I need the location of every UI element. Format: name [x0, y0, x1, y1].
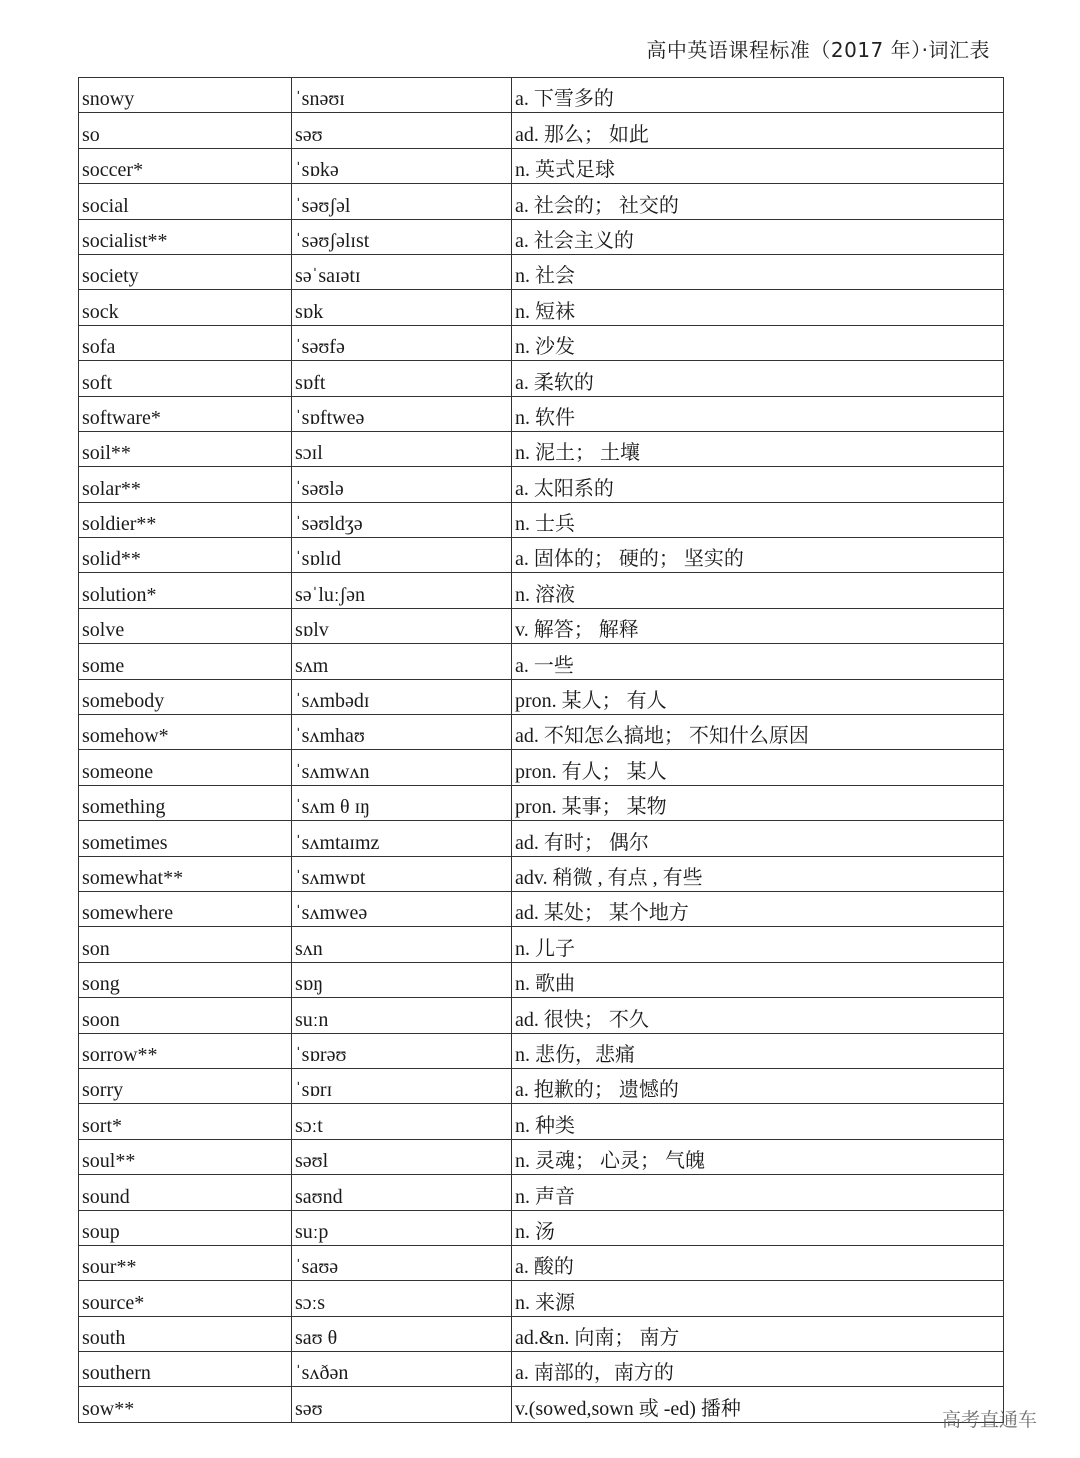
word-cell: somewhere	[79, 891, 292, 926]
word-cell: soil**	[79, 431, 292, 466]
word-cell: source*	[79, 1281, 292, 1316]
definition-cell: ad. 不知怎么搞地； 不知什么原因	[512, 715, 1004, 750]
table-row	[79, 927, 1004, 962]
definition-cell: ad. 某处； 某个地方	[512, 891, 1004, 926]
phonetic-cell: ˈsʌmhaʊ	[292, 715, 512, 750]
word-cell: somehow*	[79, 715, 292, 750]
table-row	[79, 785, 1004, 820]
table-row	[79, 184, 1004, 219]
word-cell: sometimes	[79, 821, 292, 856]
definition-cell: n. 灵魂； 心灵； 气魄	[512, 1139, 1004, 1174]
definition-cell: a. 社会的； 社交的	[512, 184, 1004, 219]
table-row	[79, 1352, 1004, 1387]
table-row	[79, 1068, 1004, 1103]
table-row	[79, 821, 1004, 856]
definition-cell: n. 汤	[512, 1210, 1004, 1245]
definition-cell: n. 儿子	[512, 927, 1004, 962]
table-row	[79, 148, 1004, 183]
vocabulary-table	[78, 77, 1004, 1423]
word-cell: society	[79, 254, 292, 289]
phonetic-cell: ˈsɒkə	[292, 148, 512, 183]
definition-cell: ad. 很快； 不久	[512, 998, 1004, 1033]
table-row	[79, 431, 1004, 466]
word-cell: something	[79, 785, 292, 820]
phonetic-cell: səʊl	[292, 1139, 512, 1174]
word-cell: solid**	[79, 538, 292, 573]
table-row	[79, 608, 1004, 643]
word-cell: someone	[79, 750, 292, 785]
table-row	[79, 1210, 1004, 1245]
phonetic-cell: ˈsəʊlə	[292, 467, 512, 502]
word-cell: soon	[79, 998, 292, 1033]
table-row	[79, 467, 1004, 502]
word-cell: solar**	[79, 467, 292, 502]
definition-cell: n. 悲伤，悲痛	[512, 1033, 1004, 1068]
word-cell: soul**	[79, 1139, 292, 1174]
word-cell: son	[79, 927, 292, 962]
word-cell: southern	[79, 1352, 292, 1387]
phonetic-cell: ˈsəʊfə	[292, 325, 512, 360]
phonetic-cell: səʊ	[292, 113, 512, 148]
table-row	[79, 856, 1004, 891]
definition-cell: a. 固体的； 硬的； 坚实的	[512, 538, 1004, 573]
phonetic-cell: ˈsəʊʃəlɪst	[292, 219, 512, 254]
definition-cell: n. 溶液	[512, 573, 1004, 608]
word-cell: sow**	[79, 1387, 292, 1422]
word-cell: so	[79, 113, 292, 148]
page-header-title: 高中英语课程标准（2017 年）·词汇表	[646, 38, 990, 62]
word-cell: sort*	[79, 1104, 292, 1139]
table-row	[79, 679, 1004, 714]
phonetic-cell: sɔːt	[292, 1104, 512, 1139]
table-row	[79, 1104, 1004, 1139]
table-row	[79, 998, 1004, 1033]
phonetic-cell: səˈsaɪətɪ	[292, 254, 512, 289]
table-row	[79, 573, 1004, 608]
definition-cell: a. 下雪多的	[512, 78, 1004, 113]
word-cell: south	[79, 1316, 292, 1351]
phonetic-cell: ˈsaʊə	[292, 1245, 512, 1280]
table-row	[79, 891, 1004, 926]
phonetic-cell: səˈluːʃən	[292, 573, 512, 608]
word-cell: soup	[79, 1210, 292, 1245]
table-row	[79, 962, 1004, 997]
phonetic-cell: ˈsʌm θ ɪŋ	[292, 785, 512, 820]
word-cell: socialist**	[79, 219, 292, 254]
table-row	[79, 254, 1004, 289]
phonetic-cell: ˈsʌmbədɪ	[292, 679, 512, 714]
definition-cell: n. 声音	[512, 1175, 1004, 1210]
definition-cell: n. 泥土； 土壤	[512, 431, 1004, 466]
phonetic-cell: ˈsʌmtaɪmz	[292, 821, 512, 856]
phonetic-cell: sɒk	[292, 290, 512, 325]
definition-cell: n. 沙发	[512, 325, 1004, 360]
definition-cell: n. 来源	[512, 1281, 1004, 1316]
phonetic-cell: suːp	[292, 1210, 512, 1245]
word-cell: solution*	[79, 573, 292, 608]
definition-cell: n. 社会	[512, 254, 1004, 289]
table-row	[79, 538, 1004, 573]
phonetic-cell: sɒŋ	[292, 962, 512, 997]
word-cell: sorrow**	[79, 1033, 292, 1068]
table-row	[79, 113, 1004, 148]
table-row	[79, 1139, 1004, 1174]
definition-cell: v.(sowed,sown 或 -ed) 播种	[512, 1387, 1004, 1422]
definition-cell: pron. 某人； 有人	[512, 679, 1004, 714]
phonetic-cell: ˈsɒftweə	[292, 396, 512, 431]
phonetic-cell: ˈsʌmweə	[292, 891, 512, 926]
table-row	[79, 361, 1004, 396]
phonetic-cell: sɒft	[292, 361, 512, 396]
word-cell: software*	[79, 396, 292, 431]
word-cell: song	[79, 962, 292, 997]
definition-cell: n. 短袜	[512, 290, 1004, 325]
definition-cell: n. 种类	[512, 1104, 1004, 1139]
word-cell: sour**	[79, 1245, 292, 1280]
phonetic-cell: ˈsɒrɪ	[292, 1068, 512, 1103]
table-row	[79, 715, 1004, 750]
word-cell: some	[79, 644, 292, 679]
word-cell: sock	[79, 290, 292, 325]
table-row	[79, 1175, 1004, 1210]
word-cell: solve	[79, 608, 292, 643]
phonetic-cell: ˈsnəʊɪ	[292, 78, 512, 113]
phonetic-cell: ˈsʌðən	[292, 1352, 512, 1387]
phonetic-cell: saʊnd	[292, 1175, 512, 1210]
watermark: 高考直通车	[942, 1409, 1038, 1431]
definition-cell: pron. 有人； 某人	[512, 750, 1004, 785]
word-cell: sofa	[79, 325, 292, 360]
phonetic-cell: ˈsʌmwɒt	[292, 856, 512, 891]
word-cell: soldier**	[79, 502, 292, 537]
definition-cell: n. 软件	[512, 396, 1004, 431]
table-row	[79, 396, 1004, 431]
word-cell: sorry	[79, 1068, 292, 1103]
table-row	[79, 1316, 1004, 1351]
word-cell: sound	[79, 1175, 292, 1210]
definition-cell: a. 酸的	[512, 1245, 1004, 1280]
word-cell: somebody	[79, 679, 292, 714]
definition-cell: n. 歌曲	[512, 962, 1004, 997]
table-row	[79, 1033, 1004, 1068]
table-row	[79, 290, 1004, 325]
definition-cell: n. 士兵	[512, 502, 1004, 537]
definition-cell: a. 抱歉的； 遗憾的	[512, 1068, 1004, 1103]
definition-cell: v. 解答； 解释	[512, 608, 1004, 643]
word-cell: somewhat**	[79, 856, 292, 891]
table-row	[79, 644, 1004, 679]
definition-cell: a. 一些	[512, 644, 1004, 679]
phonetic-cell: ˈsʌmwʌn	[292, 750, 512, 785]
table-row	[79, 78, 1004, 113]
phonetic-cell: sɒlv	[292, 608, 512, 643]
phonetic-cell: ˈsəʊʃəl	[292, 184, 512, 219]
definition-cell: a. 南部的，南方的	[512, 1352, 1004, 1387]
definition-cell: ad. 有时； 偶尔	[512, 821, 1004, 856]
word-cell: soccer*	[79, 148, 292, 183]
definition-cell: a. 柔软的	[512, 361, 1004, 396]
phonetic-cell: səʊ	[292, 1387, 512, 1422]
table-row	[79, 1281, 1004, 1316]
word-cell: social	[79, 184, 292, 219]
phonetic-cell: suːn	[292, 998, 512, 1033]
definition-cell: ad. 那么； 如此	[512, 113, 1004, 148]
phonetic-cell: ˈsəʊldʒə	[292, 502, 512, 537]
definition-cell: adv. 稍微 , 有点 , 有些	[512, 856, 1004, 891]
definition-cell: pron. 某事； 某物	[512, 785, 1004, 820]
phonetic-cell: saʊ θ	[292, 1316, 512, 1351]
definition-cell: a. 太阳系的	[512, 467, 1004, 502]
phonetic-cell: sɔːs	[292, 1281, 512, 1316]
word-cell: soft	[79, 361, 292, 396]
table-row	[79, 1245, 1004, 1280]
definition-cell: a. 社会主义的	[512, 219, 1004, 254]
phonetic-cell: ˈsɒlɪd	[292, 538, 512, 573]
word-cell: snowy	[79, 78, 292, 113]
phonetic-cell: sɔɪl	[292, 431, 512, 466]
table-row	[79, 1387, 1004, 1422]
phonetic-cell: sʌm	[292, 644, 512, 679]
table-row	[79, 325, 1004, 360]
table-row	[79, 502, 1004, 537]
definition-cell: ad.&n. 向南； 南方	[512, 1316, 1004, 1351]
phonetic-cell: ˈsɒrəʊ	[292, 1033, 512, 1068]
definition-cell: n. 英式足球	[512, 148, 1004, 183]
table-row	[79, 219, 1004, 254]
phonetic-cell: sʌn	[292, 927, 512, 962]
table-row	[79, 750, 1004, 785]
